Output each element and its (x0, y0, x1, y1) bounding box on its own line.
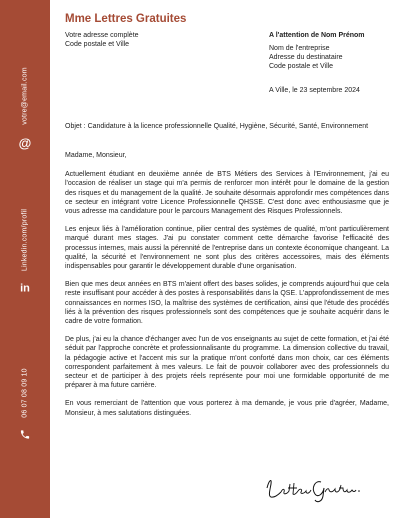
paragraph-2: Les enjeux liés à l'amélioration continue, pilier central des systèmes de qualité, m'ont particulièrement marqué durant mes stages. J'ai pu constater comment cette démarche favorise l'efficacité des processus internes, mais aussi la pérennité de l'entreprise dans un contexte économique changeant. La qualité, la sécurité et l'environnement ne sont plus des critères accessoires, mais des éléments indispensables pour garantir le développement durable d'une organisation. (65, 226, 389, 271)
subject-line: Objet : Candidature à la licence professionnelle Qualité, Hygiène, Sécurité, Santé, Environnement (65, 123, 369, 130)
recipient-postal: Code postale et Ville (269, 63, 334, 70)
phone-icon (20, 428, 31, 444)
sidebar (0, 0, 50, 518)
paragraph-3: Bien que mes deux années en BTS m'aient offert des bases solides, je comprends aujourd'hui que cela reste insuffisant pour accéder à des postes à responsabilités dans la QSE. L'approfondissement de mes connaissances en normes ISO, la maîtrise des systèmes de certification, ainsi que l'étude des procédés liés à la prévention des risques professionnels sont des compétences que je souhaite acquérir dans le cadre de votre formation. (65, 281, 389, 326)
profile-text[interactable]: Linkedin.com/profil (21, 208, 29, 272)
recipient-address: Adresse du destinataire (269, 54, 343, 61)
sender-address: Votre adresse complète (65, 32, 139, 39)
recipient-attention: A l'attention de Nom Prénom (269, 32, 365, 39)
sender-name: Mme Lettres Gratuites (65, 13, 187, 25)
sender-block (65, 31, 139, 49)
recipient-company: Nom de l'entreprise (269, 45, 330, 52)
linkedin-icon: in (20, 282, 30, 295)
letter-body (65, 151, 389, 427)
salutation: Madame, Monsieur, (65, 152, 127, 159)
place-date: A Ville, le 23 septembre 2024 (269, 87, 360, 94)
at-icon: @ (18, 135, 32, 151)
sender-postal: Code postale et Ville (65, 41, 130, 48)
recipient-block (269, 31, 365, 71)
signature (263, 470, 363, 504)
paragraph-4: De plus, j'ai eu la chance d'échanger avec l'un de vos enseignants au sujet de cette formation, et j'ai été séduit par l'approche concrète et professionnalisante du programme. La dimension collective du travail, la pédagogie active et l'accent mis sur la pratique m'ont conforté dans mon choix, car ces éléments correspondent parfaitement à mes valeurs. Le fait de pouvoir collaborer avec des professionnels du secteur et de participer à des projets réels représente pour moi une formidable opportunité de me préparer à ma future carrière. (65, 336, 389, 390)
email-text[interactable]: votre@email.com (21, 67, 29, 125)
phone-text[interactable]: 06 07 08 09 10 (21, 368, 29, 418)
paragraph-1: Actuellement étudiant en deuxième année de BTS Métiers des Services à l'Environnement, j'ai eu l'occasion de réaliser un stage qui m'a permis de renforcer mon intérêt pour le domaine de la gestion des risques et du management de la qualité. Je souhaite désormais approfondir mes compétences dans ce secteur en intégrant votre Licence Professionnelle QHSSE. C'est donc avec enthousiasme que je vous adresse ma candidature pour le parcours Management des Risques Professionnels. (65, 171, 389, 216)
closing-paragraph: En vous remerciant de l'attention que vous porterez à ma demande, je vous prie d'agréer, Madame, Monsieur, à mes salutations distinguées. (65, 400, 389, 417)
